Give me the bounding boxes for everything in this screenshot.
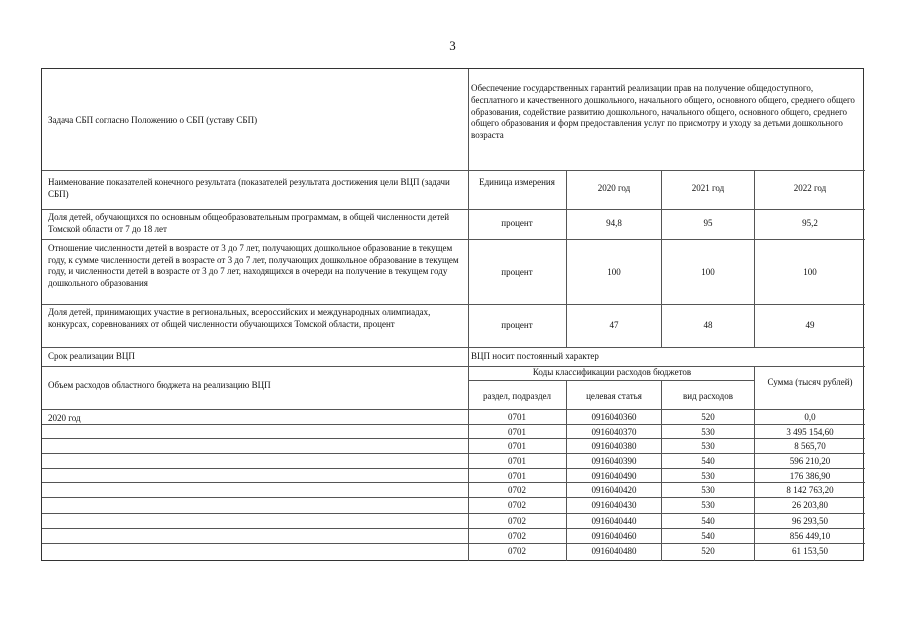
rule-exp-3 xyxy=(42,453,865,454)
expense-section: 0702 xyxy=(508,516,526,526)
indicator-value-2022: 100 xyxy=(803,267,817,277)
expense-target: 0916040440 xyxy=(591,516,637,526)
indicator-unit: процент xyxy=(501,320,533,330)
expense-target: 0916040360 xyxy=(591,412,637,422)
indicators-header-name: Наименование показателей конечного результата (показателей результата достижения цели ВЦП (задачи СБП) xyxy=(48,177,450,199)
rule-indicators-header-bottom xyxy=(42,209,865,210)
expense-type: 530 xyxy=(701,500,715,510)
rule-exp-4 xyxy=(42,468,865,469)
expense-sum: 856 449,10 xyxy=(789,531,831,541)
rule-exp-9 xyxy=(42,543,865,544)
expense-sum: 176 386,90 xyxy=(789,471,831,481)
indicator-value-2020: 94,8 xyxy=(606,218,622,228)
expense-sum: 8 565,70 xyxy=(794,441,826,451)
expense-section: 0701 xyxy=(508,441,526,451)
expense-sum: 26 203,80 xyxy=(792,500,828,510)
term-value: ВЦП носит постоянный характер xyxy=(471,351,599,361)
expense-sum: 61 153,50 xyxy=(792,546,828,556)
expense-target: 0916040420 xyxy=(591,485,637,495)
indicator-name: Доля детей, принимающих участие в региональных, всероссийских и международных олимпиадах, конкурсах, соревнованиях от общей численности обучающихся Томской области, процент xyxy=(48,307,431,329)
indicator-value-2020: 47 xyxy=(609,320,619,330)
expense-type: 530 xyxy=(701,485,715,495)
expense-type: 520 xyxy=(701,546,715,556)
indicator-name: Доля детей, обучающихся по основным общеобразовательным программам, в общей численности детей Томской области от 7 до 18 лет xyxy=(48,212,450,234)
expense-section: 0702 xyxy=(508,531,526,541)
expense-section: 0701 xyxy=(508,427,526,437)
expense-type: 540 xyxy=(701,456,715,466)
rule-indicator-row-1 xyxy=(42,239,865,240)
expense-target: 0916040480 xyxy=(591,546,637,556)
term-label: Срок реализации ВЦП xyxy=(48,351,135,361)
expense-section: 0702 xyxy=(508,500,526,510)
expense-type: 540 xyxy=(701,516,715,526)
indicators-header-2020: 2020 год xyxy=(597,183,631,193)
expense-type: 530 xyxy=(701,441,715,451)
rule-codes-header xyxy=(468,380,754,381)
expense-target: 0916040370 xyxy=(591,427,637,437)
rule-exp-7 xyxy=(42,513,865,514)
col-target-header: целевая статья xyxy=(586,391,642,401)
expense-section: 0701 xyxy=(508,412,526,422)
rule-indicator-row-2 xyxy=(42,304,865,305)
expenses-label: Объем расходов областного бюджета на реализацию ВЦП xyxy=(48,380,271,390)
expense-section: 0701 xyxy=(508,471,526,481)
codes-header: Коды классификации расходов бюджетов xyxy=(532,367,692,377)
indicator-name: Отношение численности детей в возрасте от 3 до 7 лет, получающих дошкольное образование в текущем году, к сумме численности детей в возрасте от 3 до 7 лет, получающих дошкольное образование в текущем году, и численности детей в возрасте от 3 до 7 лет, находящихся в очереди на получение в текущем году дошкольного образования xyxy=(48,243,459,288)
expenses-year-label: 2020 год xyxy=(48,413,81,423)
expense-target: 0916040460 xyxy=(591,531,637,541)
expense-section: 0701 xyxy=(508,456,526,466)
indicator-value-2021: 95 xyxy=(703,218,713,228)
rule-exp-8 xyxy=(42,528,865,529)
expense-sum: 8 142 763,20 xyxy=(786,485,834,495)
rule-task-bottom xyxy=(42,170,865,171)
expense-type: 530 xyxy=(701,427,715,437)
expense-sum: 0,0 xyxy=(804,412,816,422)
expense-sum: 596 210,20 xyxy=(789,456,831,466)
col-section-header: раздел, подраздел xyxy=(482,391,552,401)
expense-target: 0916040430 xyxy=(591,500,637,510)
rule-indicator-row-3 xyxy=(42,347,865,348)
indicators-header-2022: 2022 год xyxy=(793,183,827,193)
indicators-header-2021: 2021 год xyxy=(691,183,725,193)
indicator-unit: процент xyxy=(501,267,533,277)
expense-sum: 96 293,50 xyxy=(792,516,828,526)
expense-type: 540 xyxy=(701,531,715,541)
rule-exp-6 xyxy=(42,497,865,498)
expense-target: 0916040390 xyxy=(591,456,637,466)
rule-main-divider xyxy=(468,69,469,561)
task-value: Обеспечение государственных гарантий реализации прав на получение общедоступного, бесплатного и качественного дошкольного, начального общего, основного общего, среднего общего образования, содействие развитию дошкольного, начального общего, основного общего, среднего общего образования и форм предоставления услуг по присмотру и уходу за детьми дошкольного возраста xyxy=(471,83,855,141)
expense-sum: 3 495 154,60 xyxy=(786,427,834,437)
task-label: Задача СБП согласно Положению о СБП (уставу СБП) xyxy=(48,115,258,125)
indicator-unit: процент xyxy=(501,218,533,228)
indicator-value-2020: 100 xyxy=(607,267,621,277)
indicators-header-unit: Единица измерения xyxy=(479,177,555,187)
expense-type: 520 xyxy=(701,412,715,422)
expense-type: 530 xyxy=(701,471,715,481)
expense-target: 0916040380 xyxy=(591,441,637,451)
program-table xyxy=(41,68,864,561)
indicator-value-2022: 95,2 xyxy=(802,218,818,228)
expense-section: 0702 xyxy=(508,485,526,495)
indicator-value-2021: 100 xyxy=(701,267,715,277)
col-sum-header: Сумма (тысяч рублей) xyxy=(767,377,853,387)
rule-expenses-header xyxy=(42,409,865,410)
page-number: 3 xyxy=(449,38,456,53)
indicator-value-2022: 49 xyxy=(805,320,815,330)
expense-target: 0916040490 xyxy=(591,471,637,481)
expense-section: 0702 xyxy=(508,546,526,556)
col-type-header: вид расходов xyxy=(683,391,733,401)
indicator-value-2021: 48 xyxy=(703,320,713,330)
